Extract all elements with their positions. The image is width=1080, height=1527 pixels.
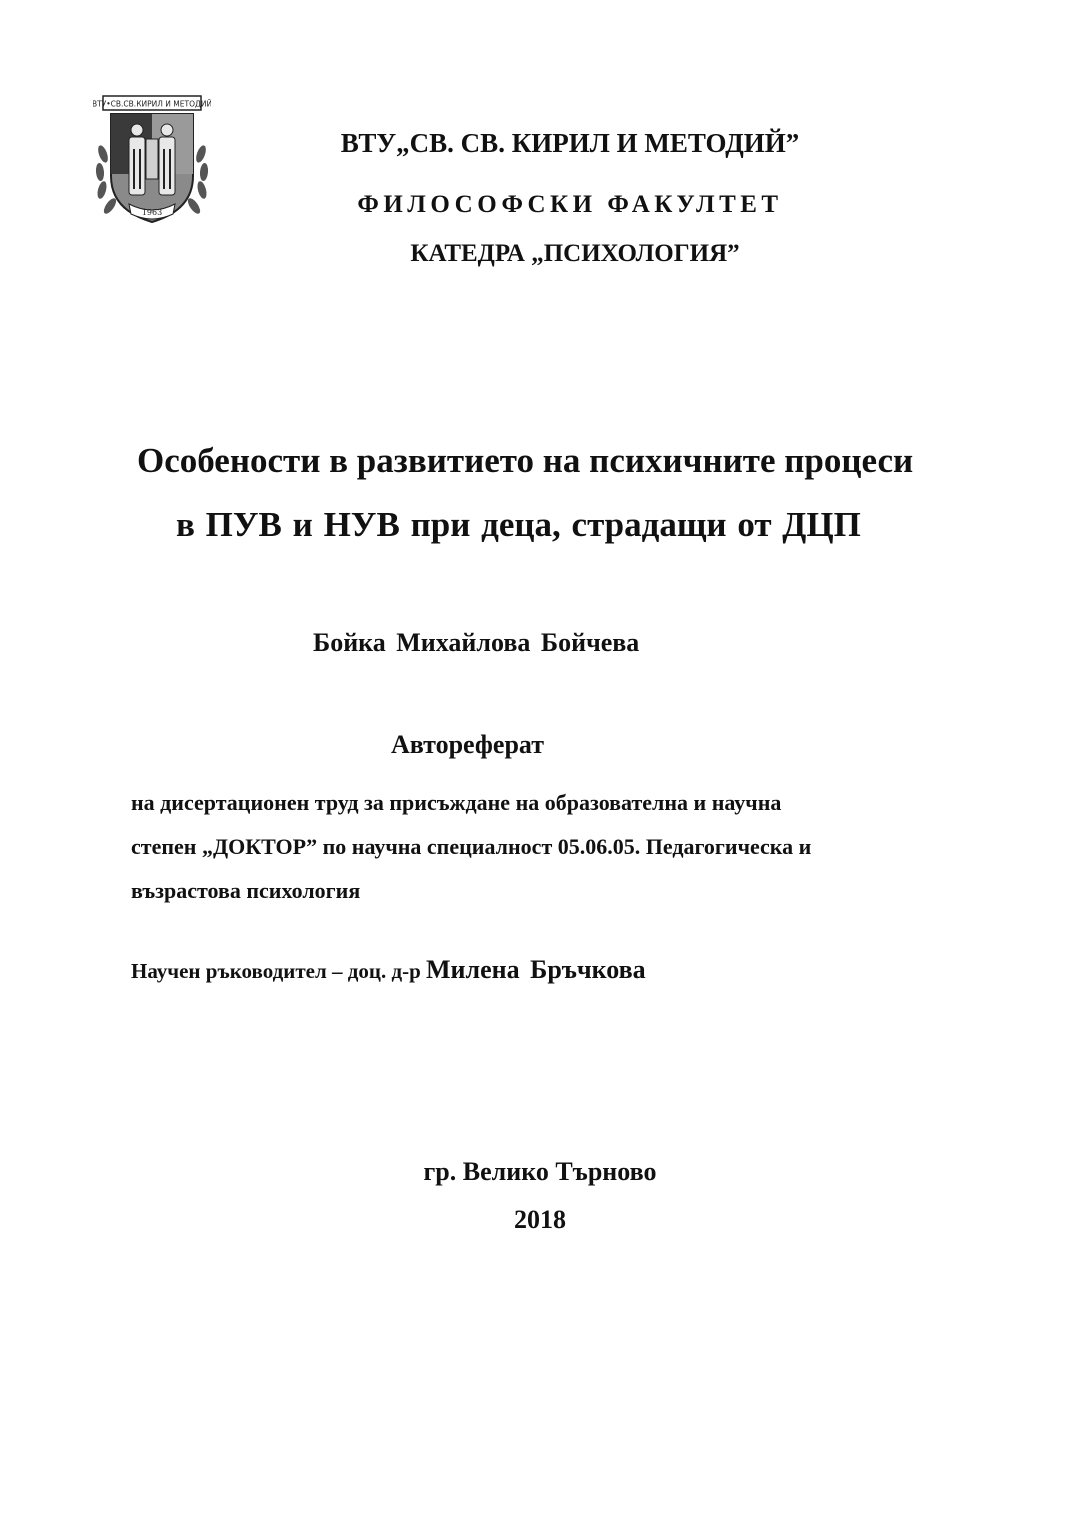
author-name: Бойка Михайлова Бойчева bbox=[313, 628, 640, 657]
description-line-1: на дисертационен труд за присъждане на образователна и научна bbox=[131, 790, 782, 815]
description-line-3: възрастова психология bbox=[131, 878, 361, 903]
seal-year-text: 1963 bbox=[141, 208, 163, 217]
supervisor-prefix: Научен ръководител – доц. д-р bbox=[131, 959, 421, 983]
abstract-label: Автореферат bbox=[391, 730, 545, 759]
thesis-title-line-1: Особености в развитието на психичните процеси bbox=[137, 441, 914, 480]
faculty-name: ФИЛОСОФСКИ ФАКУЛТЕТ bbox=[357, 191, 783, 218]
city-name: гр. Велико Търново bbox=[423, 1157, 657, 1186]
thesis-title-line-2: в ПУВ и НУВ при деца, страдащи от ДЦП bbox=[176, 505, 861, 544]
dissertation-description bbox=[131, 781, 961, 913]
description-line-2: степен „ДОКТОР” по научна специалност 05.06.05. Педагогическа и bbox=[131, 834, 812, 859]
supervisor-name: Милена Бръчкова bbox=[426, 955, 646, 984]
publication-year: 2018 bbox=[514, 1205, 566, 1234]
supervisor-line bbox=[131, 955, 646, 985]
seal-banner-text: ВТУ•СВ.СВ.КИРИЛ И МЕТОДИЙ bbox=[93, 99, 211, 109]
university-name: ВТУ„СВ. СВ. КИРИЛ И МЕТОДИЙ” bbox=[340, 128, 800, 158]
department-name: КАТЕДРА „ПСИХОЛОГИЯ” bbox=[410, 240, 740, 267]
